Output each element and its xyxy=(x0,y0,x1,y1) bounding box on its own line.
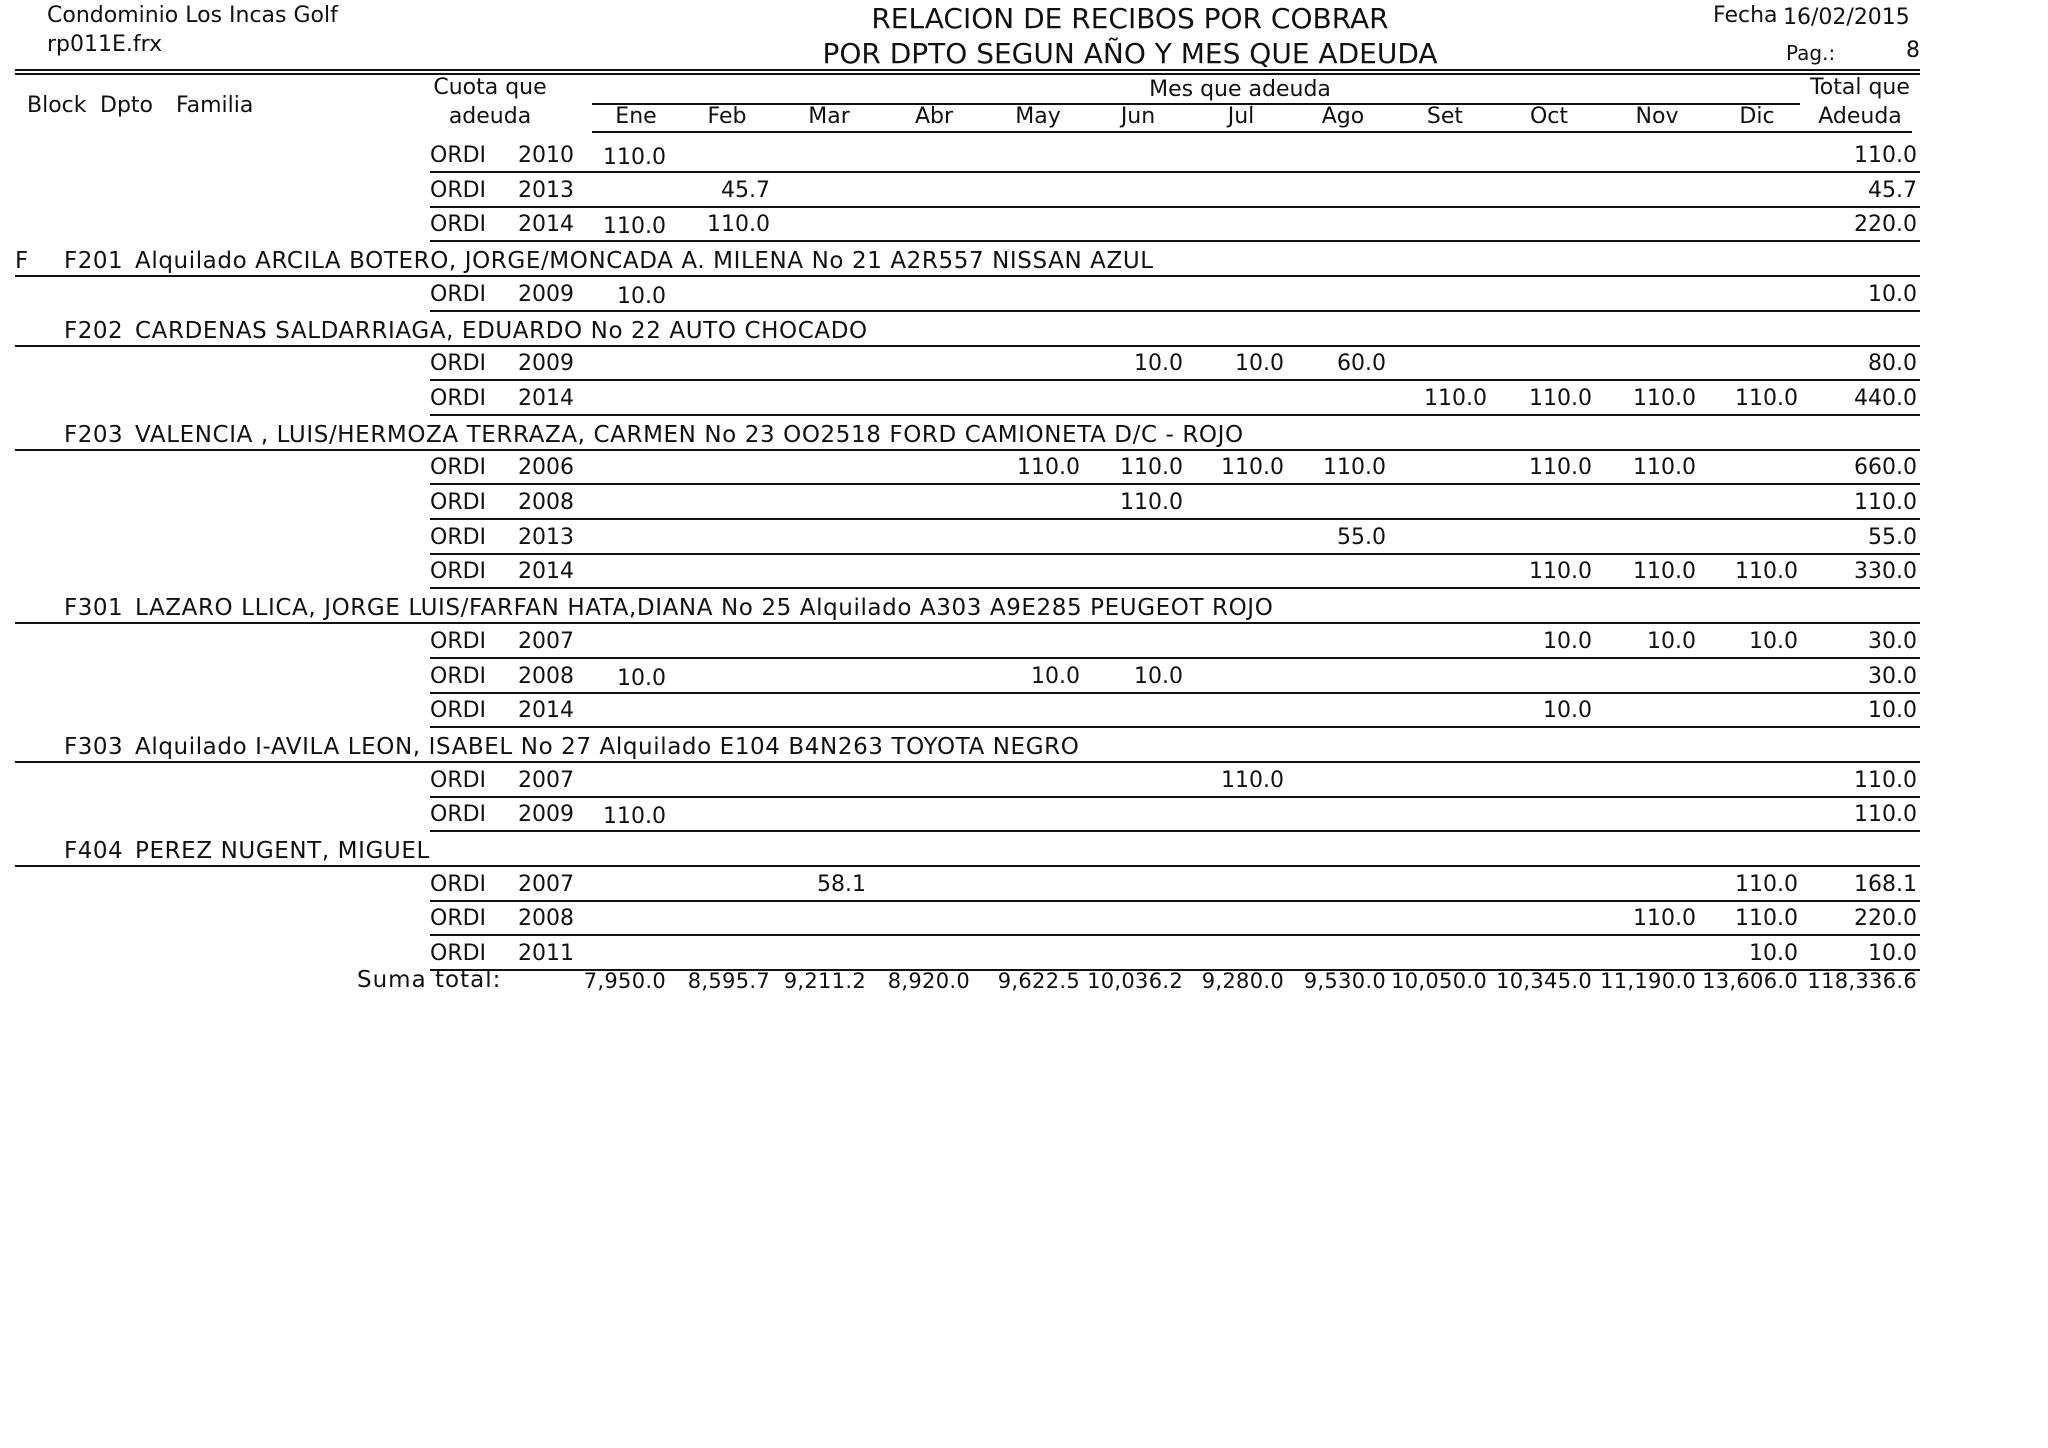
grand-total: 118,336.6 xyxy=(1807,969,1917,993)
cuota-type: ORDI xyxy=(430,143,487,168)
month-amount: 110.0 xyxy=(1120,490,1183,515)
cuota-type: ORDI xyxy=(430,281,487,307)
col-mes-group: Mes que adeuda xyxy=(1149,77,1331,102)
cuota-type: ORDI xyxy=(430,698,487,724)
row-total: 10.0 xyxy=(1868,281,1917,307)
row-total: 168.1 xyxy=(1854,871,1917,897)
month-grand-total: 10,345.0 xyxy=(1496,969,1592,993)
month-grand-total: 10,050.0 xyxy=(1391,969,1487,993)
month-amount: 110.0 xyxy=(1529,385,1592,411)
row-rule xyxy=(430,379,1920,381)
page-label: Pag.: xyxy=(1786,41,1836,65)
debt-year: 2008 xyxy=(518,663,574,689)
row-total: 10.0 xyxy=(1868,941,1917,967)
debt-year: 2014 xyxy=(518,698,574,724)
month-amount: 110.0 xyxy=(1633,559,1696,585)
month-amount: 10.0 xyxy=(1749,628,1798,654)
debt-year: 2014 xyxy=(518,559,574,585)
month-amount: 110.0 xyxy=(1735,559,1798,585)
cuota-type: ORDI xyxy=(430,802,487,828)
row-total: 660.0 xyxy=(1854,455,1917,481)
company-name: Condominio Los Incas Golf xyxy=(47,3,338,28)
col-total-line2: Adeuda xyxy=(1818,104,1902,129)
month-header: Set xyxy=(1426,104,1464,129)
suma-total-label: Suma total: xyxy=(357,967,502,993)
debt-year: 2006 xyxy=(518,455,574,481)
month-grand-total: 8,920.0 xyxy=(887,969,970,993)
row-rule xyxy=(430,900,1920,902)
dpto-code: F303 xyxy=(64,733,124,760)
row-total: 110.0 xyxy=(1854,490,1917,515)
debt-year: 2008 xyxy=(518,906,574,932)
group-rule xyxy=(15,345,1920,347)
month-grand-total: 11,190.0 xyxy=(1600,969,1696,993)
month-amount: 110.0 xyxy=(1735,906,1798,932)
month-amount: 110.0 xyxy=(1017,455,1080,481)
month-amount: 55.0 xyxy=(1337,524,1386,550)
debt-year: 2014 xyxy=(518,385,574,411)
debt-year: 2007 xyxy=(518,767,574,793)
page-number: 8 xyxy=(1906,38,1920,63)
month-amount: 110.0 xyxy=(1120,455,1183,481)
month-amount: 10.0 xyxy=(1134,663,1183,689)
row-total: 30.0 xyxy=(1868,663,1917,689)
debt-year: 2011 xyxy=(518,941,574,967)
row-total: 45.7 xyxy=(1868,177,1917,203)
cuota-type: ORDI xyxy=(430,663,487,689)
debt-year: 2009 xyxy=(518,351,574,377)
month-header: Oct xyxy=(1529,104,1569,129)
month-amount: 10.0 xyxy=(1543,698,1592,724)
month-amount: 110.0 xyxy=(1424,385,1487,411)
month-amount: 10.0 xyxy=(1543,628,1592,654)
debt-year: 2014 xyxy=(518,212,574,238)
header-rule-top xyxy=(15,69,1920,71)
month-amount: 110.0 xyxy=(1633,455,1696,481)
row-rule xyxy=(430,206,1920,208)
month-amount: 110.0 xyxy=(1529,559,1592,585)
cuota-type: ORDI xyxy=(430,906,487,932)
dpto-code: F203 xyxy=(64,421,124,448)
debt-year: 2013 xyxy=(518,524,574,550)
row-total: 55.0 xyxy=(1868,524,1917,550)
col-cuota-line2: adeuda xyxy=(448,104,532,129)
month-amount: 110.0 xyxy=(1735,871,1798,897)
row-rule xyxy=(430,240,1920,242)
mes-group-rule xyxy=(592,103,1800,105)
col-block: Block xyxy=(27,93,87,118)
month-header: Ago xyxy=(1321,104,1365,129)
month-amount: 10.0 xyxy=(617,283,666,309)
report-title-line1: RELACION DE RECIBOS POR COBRAR xyxy=(871,2,1389,35)
row-rule xyxy=(430,518,1920,520)
row-total: 110.0 xyxy=(1854,802,1917,828)
familia-name: Alquilado ARCILA BOTERO, JORGE/MONCADA A. MILENA No 21 A2R557 NISSAN AZUL xyxy=(135,248,1154,275)
month-amount: 10.0 xyxy=(1134,351,1183,377)
familia-name: LAZARO LLICA, JORGE LUIS/FARFAN HATA,DIANA No 25 Alquilado A303 A9E285 PEUGEOT ROJO xyxy=(135,595,1274,622)
cuota-type: ORDI xyxy=(430,177,487,203)
row-rule xyxy=(430,310,1920,312)
month-amount: 110.0 xyxy=(603,145,666,170)
month-amount: 110.0 xyxy=(1735,385,1798,411)
month-amount: 10.0 xyxy=(1235,351,1284,377)
cuota-type: ORDI xyxy=(430,941,487,967)
cuota-type: ORDI xyxy=(430,628,487,654)
dpto-code: F201 xyxy=(64,248,124,275)
group-rule xyxy=(15,622,1920,624)
cuota-type: ORDI xyxy=(430,490,487,515)
month-grand-total: 9,280.0 xyxy=(1201,969,1284,993)
month-amount: 110.0 xyxy=(603,214,666,240)
row-rule xyxy=(430,692,1920,694)
dpto-code: F404 xyxy=(64,838,124,864)
month-amount: 45.7 xyxy=(721,177,770,203)
month-grand-total: 13,606.0 xyxy=(1702,969,1798,993)
month-amount: 10.0 xyxy=(1749,941,1798,967)
col-cuota-line1: Cuota que xyxy=(433,75,547,100)
month-amount: 110.0 xyxy=(603,804,666,830)
month-grand-total: 8,595.7 xyxy=(687,969,770,993)
row-total: 220.0 xyxy=(1854,212,1917,238)
month-header: Jul xyxy=(1227,104,1255,129)
cuota-type: ORDI xyxy=(430,351,487,377)
row-rule xyxy=(430,796,1920,798)
row-rule xyxy=(430,830,1920,832)
month-header: Jun xyxy=(1120,104,1156,129)
group-rule xyxy=(15,449,1920,451)
row-rule xyxy=(430,726,1920,728)
row-total: 30.0 xyxy=(1868,628,1917,654)
row-rule xyxy=(430,587,1920,589)
debt-year: 2009 xyxy=(518,281,574,307)
row-total: 80.0 xyxy=(1868,351,1917,377)
cuota-type: ORDI xyxy=(430,455,487,481)
block-code: F xyxy=(15,248,29,275)
row-rule xyxy=(430,483,1920,485)
group-rule xyxy=(15,761,1920,763)
col-total-line1: Total que xyxy=(1810,75,1910,100)
row-total: 110.0 xyxy=(1854,767,1917,793)
month-grand-total: 9,530.0 xyxy=(1303,969,1386,993)
familia-name: VALENCIA , LUIS/HERMOZA TERRAZA, CARMEN No 23 OO2518 FORD CAMIONETA D/C - ROJO xyxy=(135,421,1244,448)
row-total: 220.0 xyxy=(1854,906,1917,932)
debt-year: 2009 xyxy=(518,802,574,828)
report-code: rp011E.frx xyxy=(47,32,163,57)
debt-year: 2010 xyxy=(518,143,574,168)
month-header: May xyxy=(1015,104,1061,129)
month-amount: 110.0 xyxy=(1633,906,1696,932)
month-header: Abr xyxy=(914,104,954,129)
month-header: Mar xyxy=(808,104,850,129)
group-rule xyxy=(15,275,1920,277)
month-header: Nov xyxy=(1635,104,1679,129)
header-rule-bottom xyxy=(15,73,1920,75)
month-header: Feb xyxy=(707,104,747,129)
month-grand-total: 10,036.2 xyxy=(1087,969,1183,993)
month-amount: 110.0 xyxy=(1633,385,1696,411)
debt-year: 2007 xyxy=(518,871,574,897)
group-rule xyxy=(15,865,1920,867)
month-grand-total: 7,950.0 xyxy=(583,969,666,993)
row-rule xyxy=(430,553,1920,555)
month-amount: 10.0 xyxy=(617,665,666,691)
cuota-type: ORDI xyxy=(430,212,487,238)
row-total: 440.0 xyxy=(1854,385,1917,411)
month-amount: 10.0 xyxy=(1031,663,1080,689)
col-dpto: Dpto xyxy=(100,93,153,118)
cuota-type: ORDI xyxy=(430,385,487,411)
month-amount: 110.0 xyxy=(1323,455,1386,481)
familia-name: CARDENAS SALDARRIAGA, EDUARDO No 22 AUTO CHOCADO xyxy=(135,317,868,344)
month-header: Ene xyxy=(615,104,657,129)
dpto-code: F202 xyxy=(64,317,124,344)
debt-year: 2007 xyxy=(518,628,574,654)
cuota-type: ORDI xyxy=(430,559,487,585)
month-amount: 60.0 xyxy=(1337,351,1386,377)
row-total: 10.0 xyxy=(1868,698,1917,724)
cuota-type: ORDI xyxy=(430,871,487,897)
month-amount: 110.0 xyxy=(1221,455,1284,481)
row-total: 110.0 xyxy=(1854,143,1917,168)
month-header: Dic xyxy=(1739,104,1775,129)
row-rule xyxy=(430,657,1920,659)
month-grand-total: 9,622.5 xyxy=(997,969,1080,993)
fecha-label: Fecha xyxy=(1713,3,1778,28)
month-amount: 110.0 xyxy=(1529,455,1592,481)
row-total: 330.0 xyxy=(1854,559,1917,585)
debt-year: 2013 xyxy=(518,177,574,203)
month-amount: 58.1 xyxy=(817,871,866,897)
report-title-line2: POR DPTO SEGUN AÑO Y MES QUE ADEUDA xyxy=(822,37,1438,70)
familia-name: PEREZ NUGENT, MIGUEL xyxy=(135,838,430,864)
month-amount: 110.0 xyxy=(707,212,770,238)
month-amount: 110.0 xyxy=(1221,767,1284,793)
row-rule xyxy=(430,171,1920,173)
debt-year: 2008 xyxy=(518,490,574,515)
dpto-code: F301 xyxy=(64,595,124,622)
fecha-value: 16/02/2015 xyxy=(1783,5,1910,30)
col-familia: Familia xyxy=(176,93,254,118)
row-rule xyxy=(430,934,1920,936)
familia-name: Alquilado I-AVILA LEON, ISABEL No 27 Alquilado E104 B4N263 TOYOTA NEGRO xyxy=(135,733,1080,760)
cuota-type: ORDI xyxy=(430,524,487,550)
month-amount: 10.0 xyxy=(1647,628,1696,654)
cuota-type: ORDI xyxy=(430,767,487,793)
month-grand-total: 9,211.2 xyxy=(783,969,866,993)
column-header-rule xyxy=(592,131,1912,133)
row-rule xyxy=(430,414,1920,416)
